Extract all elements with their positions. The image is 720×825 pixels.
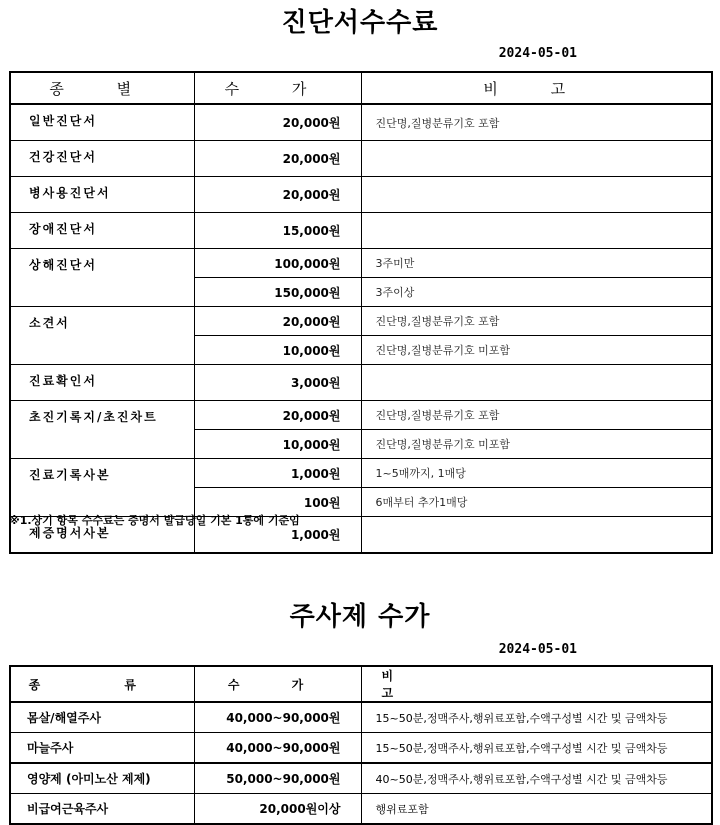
row-kind: 마늘주사 [10,733,194,764]
fee-date: 2024-05-01 [498,46,577,61]
row-fee: 20,000원 [194,104,361,141]
table-row [10,459,712,488]
row-note: 3주미만 [361,249,712,278]
row-note: 행위료포함 [361,794,712,825]
row-fee: 20,000원 [194,141,361,177]
row-kind: 장애진단서 [10,213,194,249]
row-fee: 20,000원 [194,177,361,213]
row-fee: 20,000원이상 [194,794,361,825]
row-note [361,141,712,177]
row-kind: 영양제 (아미노산 제제) [10,763,194,794]
header-note: 비 고 [361,666,712,702]
row-note: 15~50분,정맥주사,행위료포함,수액구성별 시간 및 금액차등 [361,702,712,733]
table-row [10,104,712,141]
row-note: 1~5매까지, 1매당 [361,459,712,488]
row-fee: 150,000원 [194,278,361,307]
header-fee: 수 가 [194,666,361,702]
row-kind: 소견서 [10,307,194,365]
row-kind: 초진기록지/초진차트 [10,401,194,459]
table-row [10,794,712,825]
table-row [10,213,712,249]
row-fee: 20,000원 [194,307,361,336]
row-note: 진단명,질병분류기호 포함 [361,104,712,141]
row-kind: 비급여근육주사 [10,794,194,825]
table-header-row [10,666,712,702]
row-fee: 20,000원 [194,401,361,430]
row-kind: 몸살/해열주사 [10,702,194,733]
row-fee: 15,000원 [194,213,361,249]
row-fee: 1,000원 [194,459,361,488]
row-note: 진단명,질병분류기호 포함 [361,401,712,430]
table-header-row [10,72,712,104]
table-row [10,702,712,733]
table-row [10,307,712,336]
row-note: 진단명,질병분류기호 포함 [361,307,712,336]
row-fee: 3,000원 [194,365,361,401]
row-note: 40~50분,정맥주사,행위료포함,수액구성별 시간 및 금액차등 [361,763,712,794]
row-kind: 일반진단서 [10,104,194,141]
row-note [361,365,712,401]
row-note: 3주이상 [361,278,712,307]
injection-fee-body [10,702,712,824]
table-row [10,177,712,213]
row-note: 6매부터 추가1매당 [361,488,712,517]
table-row [10,763,712,794]
row-kind: 제증명서사본 [10,517,194,554]
table-row [10,733,712,764]
row-note: 진단명,질병분류기호 미포함 [361,336,712,365]
row-note [361,517,712,554]
row-fee: 100원 [194,488,361,517]
row-fee: 50,000~90,000원 [194,763,361,794]
header-kind: 종 류 [10,666,194,702]
header-fee: 수 가 [194,72,361,104]
row-fee: 10,000원 [194,430,361,459]
row-note: 15~50분,정맥주사,행위료포함,수액구성별 시간 및 금액차등 [361,733,712,764]
certificate-fee-body [10,104,712,553]
certificate-fee-table [9,71,713,554]
row-fee: 100,000원 [194,249,361,278]
row-kind: 건강진단서 [10,141,194,177]
fee-title: 진단서수수료 [281,8,439,38]
injection-date: 2024-05-01 [498,642,577,657]
footnote: ※1.상기 항목 수수료는 증명서 발급당일 기본 1통에 기준임 [9,514,300,527]
header-kind: 종 별 [10,72,194,104]
table-row [10,401,712,430]
row-kind: 진료기록사본 [10,459,194,517]
row-kind: 진료확인서 [10,365,194,401]
row-fee: 40,000~90,000원 [194,733,361,764]
row-fee: 40,000~90,000원 [194,702,361,733]
table-row [10,365,712,401]
row-kind: 상해진단서 [10,249,194,307]
row-kind: 병사용진단서 [10,177,194,213]
header-note: 비 고 [361,72,712,104]
table-row [10,249,712,278]
row-note: 진단명,질병분류기호 미포함 [361,430,712,459]
row-fee: 10,000원 [194,336,361,365]
table-row [10,141,712,177]
injection-title: 주사제 수가 [289,602,431,632]
row-note [361,213,712,249]
row-fee: 1,000원 [194,517,361,554]
row-note [361,177,712,213]
injection-fee-table [9,665,713,825]
